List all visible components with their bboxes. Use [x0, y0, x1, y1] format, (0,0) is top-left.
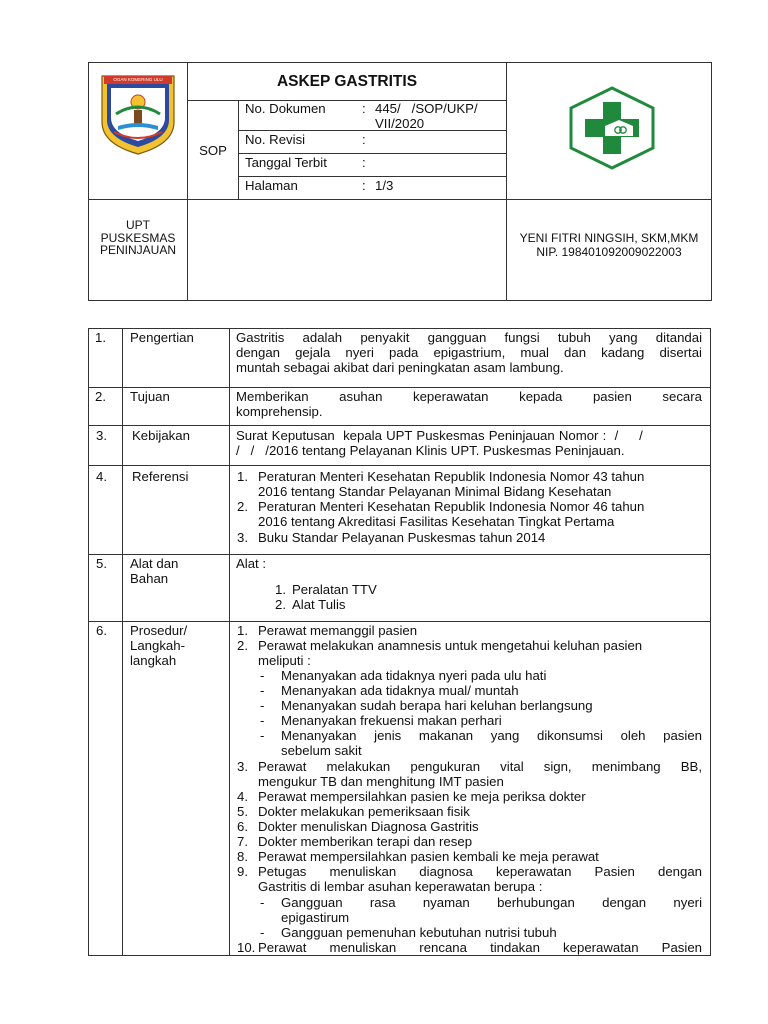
- sop-label: SOP: [199, 143, 227, 158]
- procedure-marker: -: [260, 683, 265, 698]
- procedure-line: Dokter melakukan pemeriksaan fisik: [258, 804, 470, 819]
- procedure-marker: -: [260, 925, 265, 940]
- signer-nip: NIP. 198401092009022003: [536, 245, 682, 259]
- procedure-line: mengukur TB dan menghitung IMT pasien: [258, 774, 504, 789]
- tool-item: Alat Tulis: [292, 597, 346, 612]
- procedure-line: Perawat melakukan anamnesis untuk mengetahui keluhan pasien: [258, 638, 643, 653]
- reference-line: 2016 tentang Akreditasi Fasilitas Kesehatan Tingkat Pertama: [258, 514, 615, 529]
- section-1-line: Gastritis adalah penyakit gangguan fungsi tubuh yang ditandai: [236, 330, 702, 345]
- procedure-line: Perawat mempersilahkan pasien ke meja periksa dokter: [258, 789, 586, 804]
- section-6-title: langkah: [130, 653, 177, 668]
- procedure-line: meliputi :: [258, 653, 311, 668]
- procedure-line: Perawat menuliskan rencana tindakan keperawatan Pasien: [258, 940, 702, 955]
- procedure-line: Gangguan rasa nyaman berhubungan dengan nyeri: [281, 895, 702, 910]
- procedure-line: Menanyakan ada tidaknya mual/ muntah: [281, 683, 519, 698]
- reference-number: 2.: [237, 499, 248, 514]
- reference-number: 1.: [237, 469, 248, 484]
- org-line-2: PUSKESMAS: [100, 231, 176, 245]
- field-sep-halaman: :: [362, 178, 366, 193]
- org-line-1: UPT: [126, 218, 150, 232]
- procedure-line: Gastritis di lembar asuhan keperawatan berupa :: [258, 879, 543, 894]
- section-5-number: 5.: [96, 556, 107, 571]
- section-6-number: 6.: [96, 623, 107, 638]
- tool-item: Peralatan TTV: [292, 582, 377, 597]
- document-title: ASKEP GASTRITIS: [276, 73, 418, 90]
- section-6-title: Prosedur/: [130, 623, 188, 638]
- reference-line: Peraturan Menteri Kesehatan Republik Indonesia Nomor 46 tahun: [258, 499, 645, 514]
- reference-line: Peraturan Menteri Kesehatan Republik Indonesia Nomor 43 tahun: [258, 469, 645, 484]
- procedure-marker: -: [260, 895, 265, 910]
- org-line-3: PENINJAUAN: [99, 243, 176, 257]
- tool-number: 1.: [275, 582, 286, 597]
- procedure-line: Menanyakan jenis makanan yang dikonsumsi oleh pasien: [281, 728, 702, 743]
- field-label-revisi: No. Revisi: [245, 132, 306, 147]
- procedure-line: Menanyakan frekuensi makan perhari: [281, 713, 502, 728]
- section-4-number: 4.: [96, 469, 107, 484]
- section-5-title: Alat dan: [130, 556, 179, 571]
- signer-name: YENI FITRI NINGSIH, SKM,MKM: [519, 231, 699, 245]
- section-2-number: 2.: [95, 389, 106, 404]
- procedure-line: sebelum sakit: [281, 743, 362, 758]
- section-5-intro: Alat :: [236, 556, 267, 571]
- section-1-line: muntah sebagai akibat dari peningkatan asam lambung.: [236, 360, 564, 375]
- procedure-marker: 1.: [237, 623, 248, 638]
- section-6-title: Langkah-: [130, 638, 185, 653]
- procedure-line: epigastirum: [281, 910, 350, 925]
- section-3-line: Surat Keputusan kepala UPT Puskesmas Peninjauan Nomor : / /: [236, 428, 643, 443]
- procedure-marker: 9.: [237, 864, 248, 879]
- procedure-marker: 10.: [237, 940, 256, 955]
- procedure-marker: 8.: [237, 849, 248, 864]
- puskesmas-logo: [567, 86, 657, 170]
- section-2-title: Tujuan: [130, 389, 170, 404]
- field-value-dokumen-2: VII/2020: [375, 116, 425, 131]
- field-sep-dokumen: :: [362, 101, 366, 116]
- procedure-line: Gangguan pemenuhan kebutuhan nutrisi tubuh: [281, 925, 557, 940]
- procedure-line: Perawat memanggil pasien: [258, 623, 418, 638]
- procedure-marker: -: [260, 698, 265, 713]
- procedure-line: Menanyakan sudah berapa hari keluhan berlangsung: [281, 698, 593, 713]
- procedure-marker: 6.: [237, 819, 248, 834]
- section-3-title: Kebijakan: [132, 428, 190, 443]
- procedure-line: Perawat melakukan pengukuran vital sign, menimbang BB,: [258, 759, 702, 774]
- section-1-line: dengan gejala nyeri pada epigastrium, mual dan kadang disertai: [236, 345, 702, 360]
- procedure-line: Perawat mempersilahkan pasien kembali ke meja perawat: [258, 849, 599, 864]
- reference-line: Buku Standar Pelayanan Puskesmas tahun 2014: [258, 530, 546, 545]
- field-sep-revisi: :: [362, 132, 366, 147]
- procedure-marker: -: [260, 668, 265, 683]
- reference-number: 3.: [237, 530, 248, 545]
- section-3-number: 3.: [96, 428, 107, 443]
- procedure-marker: 2.: [237, 638, 248, 653]
- procedure-line: Petugas menuliskan diagnosa keperawatan Pasien dengan: [258, 864, 702, 879]
- procedure-marker: -: [260, 713, 265, 728]
- procedure-marker: 5.: [237, 804, 248, 819]
- section-1-number: 1.: [95, 330, 106, 345]
- field-value-dokumen: 445/ /SOP/UKP/: [375, 101, 478, 116]
- procedure-line: Menanyakan ada tidaknya nyeri pada ulu hati: [281, 668, 547, 683]
- procedure-marker: -: [260, 728, 265, 743]
- section-3-line: / / /2016 tentang Pelayanan Klinis UPT. Puskesmas Peninjauan.: [236, 443, 625, 458]
- section-2-line: Memberikan asuhan keperawatan kepada pasien secara: [236, 389, 702, 404]
- section-5-title: Bahan: [130, 571, 169, 586]
- section-1-title: Pengertian: [130, 330, 194, 345]
- logo-caption: OGAN KOMERING ULU: [113, 77, 163, 82]
- field-sep-tanggal: :: [362, 155, 366, 170]
- procedure-marker: 4.: [237, 789, 248, 804]
- field-value-halaman: 1/3: [375, 178, 394, 193]
- procedure-marker: 3.: [237, 759, 248, 774]
- regency-logo: [98, 70, 178, 156]
- reference-line: 2016 tentang Standar Pelayanan Minimal Bidang Kesehatan: [258, 484, 612, 499]
- procedure-line: Dokter memberikan terapi dan resep: [258, 834, 473, 849]
- field-label-tanggal: Tanggal Terbit: [245, 155, 327, 170]
- section-4-title: Referensi: [132, 469, 189, 484]
- field-label-dokumen: No. Dokumen: [245, 101, 326, 116]
- field-label-halaman: Halaman: [245, 178, 298, 193]
- procedure-line: Dokter menuliskan Diagnosa Gastritis: [258, 819, 479, 834]
- procedure-marker: 7.: [237, 834, 248, 849]
- section-2-line: komprehensip.: [236, 404, 323, 419]
- tool-number: 2.: [275, 597, 286, 612]
